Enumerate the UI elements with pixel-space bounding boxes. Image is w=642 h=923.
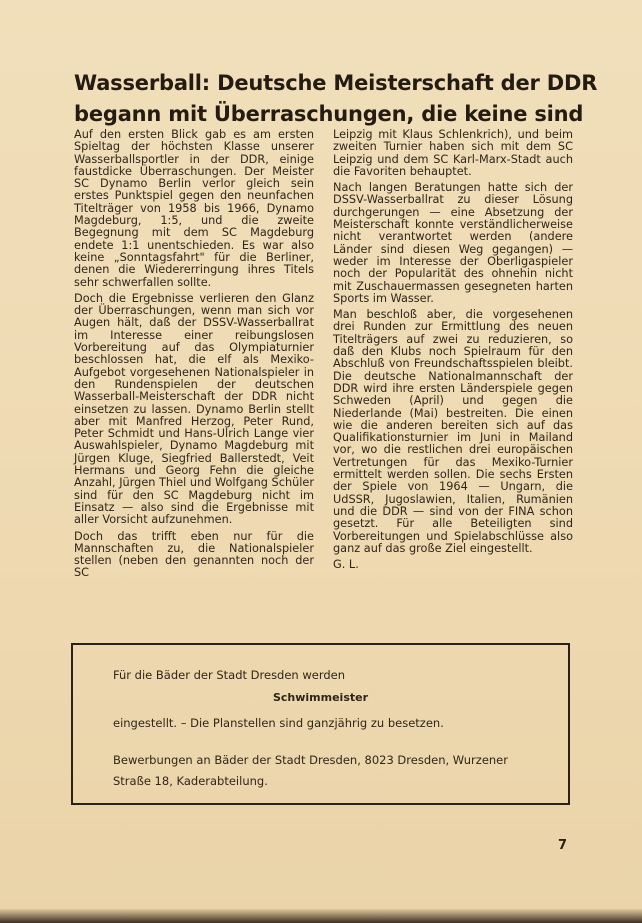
ad-contact-address: Bewerbungen an Bäder der Stadt Dresden, 8023 Dresden, Wurzener	[113, 753, 508, 767]
page-bottom-edge	[0, 909, 642, 923]
article-column-right	[333, 129, 573, 575]
page-number: 7	[558, 838, 568, 853]
article-paragraph: Auf den ersten Blick gab es am ersten Spieltag der höchsten Klasse unserer Wasserballsportler in der DDR, einige faustdicke Überraschungen. Der Meister SC Dynamo Berlin verlor gleich sein erstes Punktspiel gegen den neunfachen Titelträger von 1958 bis 1966, Dynamo Magdeburg, 1:5, und die zweite Begegnung mit dem SC Magdeburg endete 1:1 unentschieden. Es war also keine „Sonntagsfahrt" für die Berliner, denen die Wiedererringung ihres Titels sehr schwerfallen sollte.	[74, 128, 314, 289]
ad-description-text: eingestellt. – Die Planstellen sind ganzjährig zu besetzen.	[113, 716, 444, 730]
article-paragraph: Leipzig mit Klaus Schlenkrich), und beim zweiten Turnier haben sich mit dem SC Leipzig und dem SC Karl-Marx-Stadt auch die Favoriten behauptet.	[333, 128, 573, 178]
article-paragraph: Man beschloß aber, die vorgesehenen drei Runden zur Ermittlung des neuen Titelträgers auf zwei zu reduzieren, so daß den Klubs noch Spielraum für den Abschluß von Freundschaftsspielen bleibt. Die deutsche Nationalmannschaft der DDR wird ihre ersten Länderspiele gegen Schweden (April) und gegen die Niederlande (Mai) bestreiten. Die einen wie die anderen bereiten sich auf das Qualifikationsturnier im Juni in Mailand vor, wo die restlichen drei europäischen Vertretungen für das Mexiko-Turnier ermittelt werden sollen. Die sechs Ersten der Spiele von 1964 — Ungarn, die UdSSR, Jugoslawien, Italien, Rumänien und die DDR — sind von der FINA schon gesetzt. Für alle Beteiligten sind Vorbereitungen und Spielabschlüsse also ganz auf das große Ziel eingestellt.	[333, 308, 573, 555]
ad-contact-department: Straße 18, Kaderabteilung.	[113, 774, 268, 788]
article-paragraph: Doch die Ergebnisse verlieren den Glanz der Überraschungen, wenn man sich vor Augen hält, daß der DSSV-Wasserballrat im Interesse einer reibungslosen Vorbereitung auf das Olympiaturnier beschlossen hat, die elf als Mexiko-Aufgebot vorgesehenen Nationalspieler in den Rundenspielen der deutschen Wasserball-Meisterschaft der DDR nicht einsetzen zu lassen. Dynamo Berlin stellt aber mit Manfred Herzog, Peter Rund, Peter Schmidt und Hans-Ulrich Lange vier Auswahlspieler, Dynamo Magdeburg mit Jürgen Kluge, Siegfried Ballerstedt, Veit Hermans und Georg Fehn die gleiche Anzahl, Jürgen Thiel und Wolfgang Schüler sind für den SC Magdeburg nicht im Einsatz — also sind die Ergebnisse mit aller Vorsicht aufzunehmen.	[74, 291, 314, 527]
headline-line-1: Wasserball: Deutsche Meisterschaft der DDR	[74, 71, 598, 95]
ad-position-title: Schwimmeister	[272, 691, 369, 704]
job-advertisement	[71, 643, 570, 805]
author-signature: G. L.	[333, 558, 359, 572]
article-column-left	[74, 129, 314, 584]
article-headline	[74, 68, 598, 130]
article-paragraph: Nach langen Beratungen hatte sich der DSSV-Wasserballrat zu dieser Lösung durchgerungen — eine Absetzung der Meisterschaft konnte verständlicherweise nicht verantwortet werden (andere Länder sind diesen Weg gegangen) — weder im Interesse der Oberligaspieler noch der Popularität des ohnehin nicht mit Zuschauermassen gesegneten harten Sports im Wasser.	[333, 181, 573, 305]
article-paragraph: Doch das trifft eben nur für die Mannschaften zu, die Nationalspieler stellen (neben den genannten noch der SC	[74, 529, 314, 580]
ad-intro-text: Für die Bäder der Stadt Dresden werden	[113, 668, 346, 682]
headline-line-2: begann mit Überraschungen, die keine sind	[74, 102, 584, 126]
